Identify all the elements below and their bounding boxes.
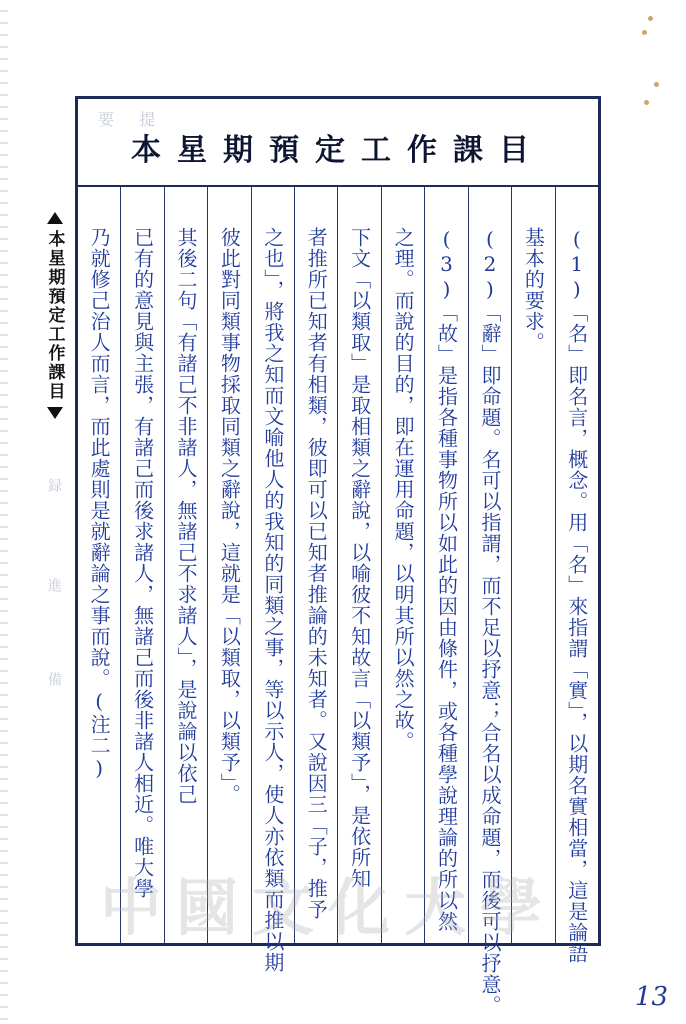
- column-9: [207, 187, 250, 943]
- column-6: [337, 187, 380, 943]
- binding-edge: [0, 0, 8, 1024]
- handwritten-line: 已有的意見與主張，有諸己而後求諸人，無諸己而後非諸人相近。唯大學: [130, 227, 155, 899]
- handwritten-line: (3)「故」是指各種事物所以如此的因由條件，或各種學說理論的所以然: [434, 227, 459, 932]
- watermark: 中國文化大學: [100, 871, 557, 944]
- side-label-text: 本星期預定工作課目: [44, 230, 65, 401]
- column-1: [555, 187, 598, 964]
- handwritten-line: 基本的要求。: [521, 227, 546, 353]
- worksheet-frame: [75, 96, 601, 1016]
- handwritten-line: (2)「辭」即命題。名可以指謂，而不足以抒意；合名以成命題，而後可以抒意。: [477, 227, 502, 1016]
- column-10: [164, 187, 207, 943]
- handwritten-line: 彼此對同類事物採取同類之辭說，這就是「以類取，以類予」。: [217, 227, 242, 805]
- column-2: [511, 187, 554, 943]
- handwritten-line: 下文「以類取」是取相類之辭說，以喻彼不知故言「以類予」，是依所知: [347, 227, 372, 889]
- column-3: [468, 187, 511, 1016]
- handwritten-line: 之也」，將我之知而文喻他人的我知的同類之事，等以示人，使人亦依類而推以期: [260, 227, 285, 973]
- faint-side-label-1: 録: [46, 478, 62, 492]
- writing-columns: [78, 187, 598, 1016]
- faint-header-text: 要 提: [98, 110, 166, 129]
- paper-stains: [638, 10, 668, 120]
- faint-side-label-3: 備: [46, 672, 62, 686]
- column-5: [381, 187, 424, 943]
- triangle-down-icon: [47, 407, 63, 419]
- column-11: [120, 187, 163, 943]
- page-title: 本星期預定工作課目: [131, 133, 545, 168]
- title-bar: [78, 99, 598, 187]
- page-number: 13: [634, 982, 668, 1012]
- handwritten-line: 者推所已知者有相類，彼即可以已知者推論的未知者。又說因三「子，推予: [304, 227, 329, 920]
- handwritten-line: (1)「名」即名言，概念。用「名」來指謂「實」，以期名實相當，這是論語: [564, 227, 589, 964]
- column-8: [251, 187, 294, 973]
- handwritten-line: 其後二句「有諸己不非諸人，無諸己不求諸人」，是說論以依己: [173, 227, 198, 805]
- column-12: [78, 187, 120, 943]
- triangle-up-icon: [47, 212, 63, 224]
- side-section-label: [40, 212, 70, 419]
- handwritten-line: 乃就修己治人而言，而此處則是就辭論之事而說。(注二): [87, 227, 112, 781]
- column-4: [424, 187, 467, 943]
- faint-side-label-2: 進: [46, 578, 62, 592]
- handwritten-line: 之理。而說的目的，即在運用命題，以明其所以然之故。: [391, 227, 416, 752]
- column-7: [294, 187, 337, 943]
